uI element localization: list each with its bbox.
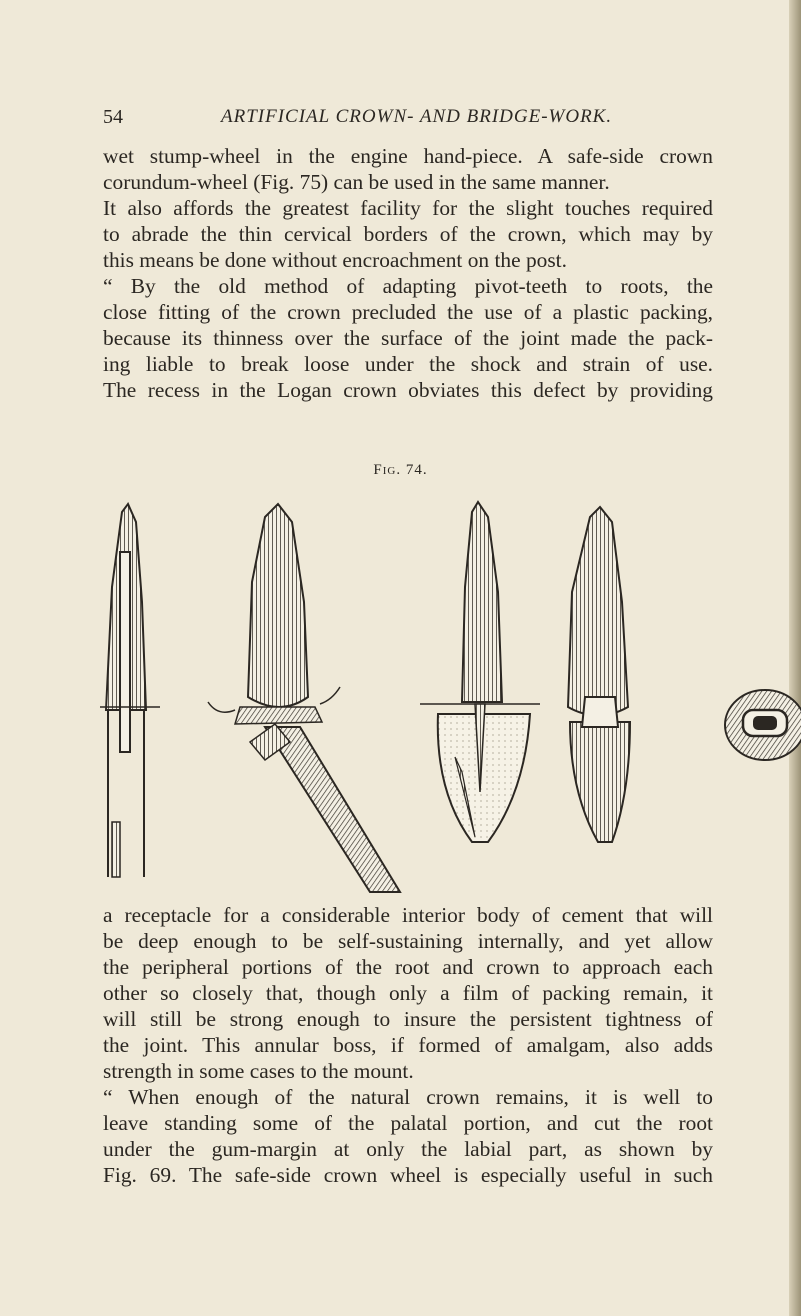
text-line: under the gum-margin at only the labial part, as shown by xyxy=(103,1137,713,1161)
running-title: ARTIFICIAL CROWN- AND BRIDGE-WORK. xyxy=(221,106,613,127)
paragraph-top xyxy=(103,143,713,403)
text-line: to abrade the thin cervical borders of the crown, which may by xyxy=(103,222,713,246)
text-line: corundum-wheel (Fig. 75) can be used in the same manner. xyxy=(103,170,610,194)
tooth-root-1 xyxy=(100,504,160,877)
text-line: this means be done without encroachment on the post. xyxy=(103,248,567,272)
text-line: Fig. 69. The safe-side crown wheel is especially useful in such xyxy=(103,1163,713,1187)
page-number: 54 xyxy=(103,106,123,128)
text-line: close fitting of the crown precluded the use of a plastic packing, xyxy=(103,300,713,324)
text-line: the peripheral portions of the root and crown to approach each xyxy=(103,955,713,979)
text-line: other so closely that, though only a film of packing remain, it xyxy=(103,981,713,1005)
text-line: It also affords the greatest facility for the slight touches required xyxy=(103,196,713,220)
page-header xyxy=(103,106,723,132)
text-line: leave standing some of the palatal portion, and cut the root xyxy=(103,1111,713,1135)
text-line: because its thinness over the surface of the joint made the pack- xyxy=(103,326,713,350)
figure-74-illustration xyxy=(100,492,801,897)
text-line: be deep enough to be self-sustaining internally, and yet allow xyxy=(103,929,713,953)
text-line: the joint. This annular boss, if formed of amalgam, also adds xyxy=(103,1033,713,1057)
text-line: will still be strong enough to insure the persistent tightness of xyxy=(103,1007,713,1031)
annular-boss-detail xyxy=(725,690,801,760)
figure-caption: Fig. 74. xyxy=(373,462,428,478)
tooth-root-and-crown-3 xyxy=(420,502,540,842)
text-line: The recess in the Logan crown obviates this defect by providing xyxy=(103,378,713,402)
text-line: “ When enough of the natural crown remains, it is well to xyxy=(103,1085,713,1109)
paragraph-bottom xyxy=(103,902,713,1188)
text-line: “ By the old method of adapting pivot-teeth to roots, the xyxy=(103,274,713,298)
text-line: ing liable to break loose under the shock and strain of use. xyxy=(103,352,713,376)
tooth-root-2 xyxy=(208,504,400,892)
tooth-root-and-crown-4 xyxy=(568,507,630,842)
text-line: strength in some cases to the mount. xyxy=(103,1059,414,1083)
text-line: a receptacle for a considerable interior body of cement that will xyxy=(103,903,713,927)
text-line: wet stump-wheel in the engine hand-piece. A safe-side crown xyxy=(103,144,713,168)
